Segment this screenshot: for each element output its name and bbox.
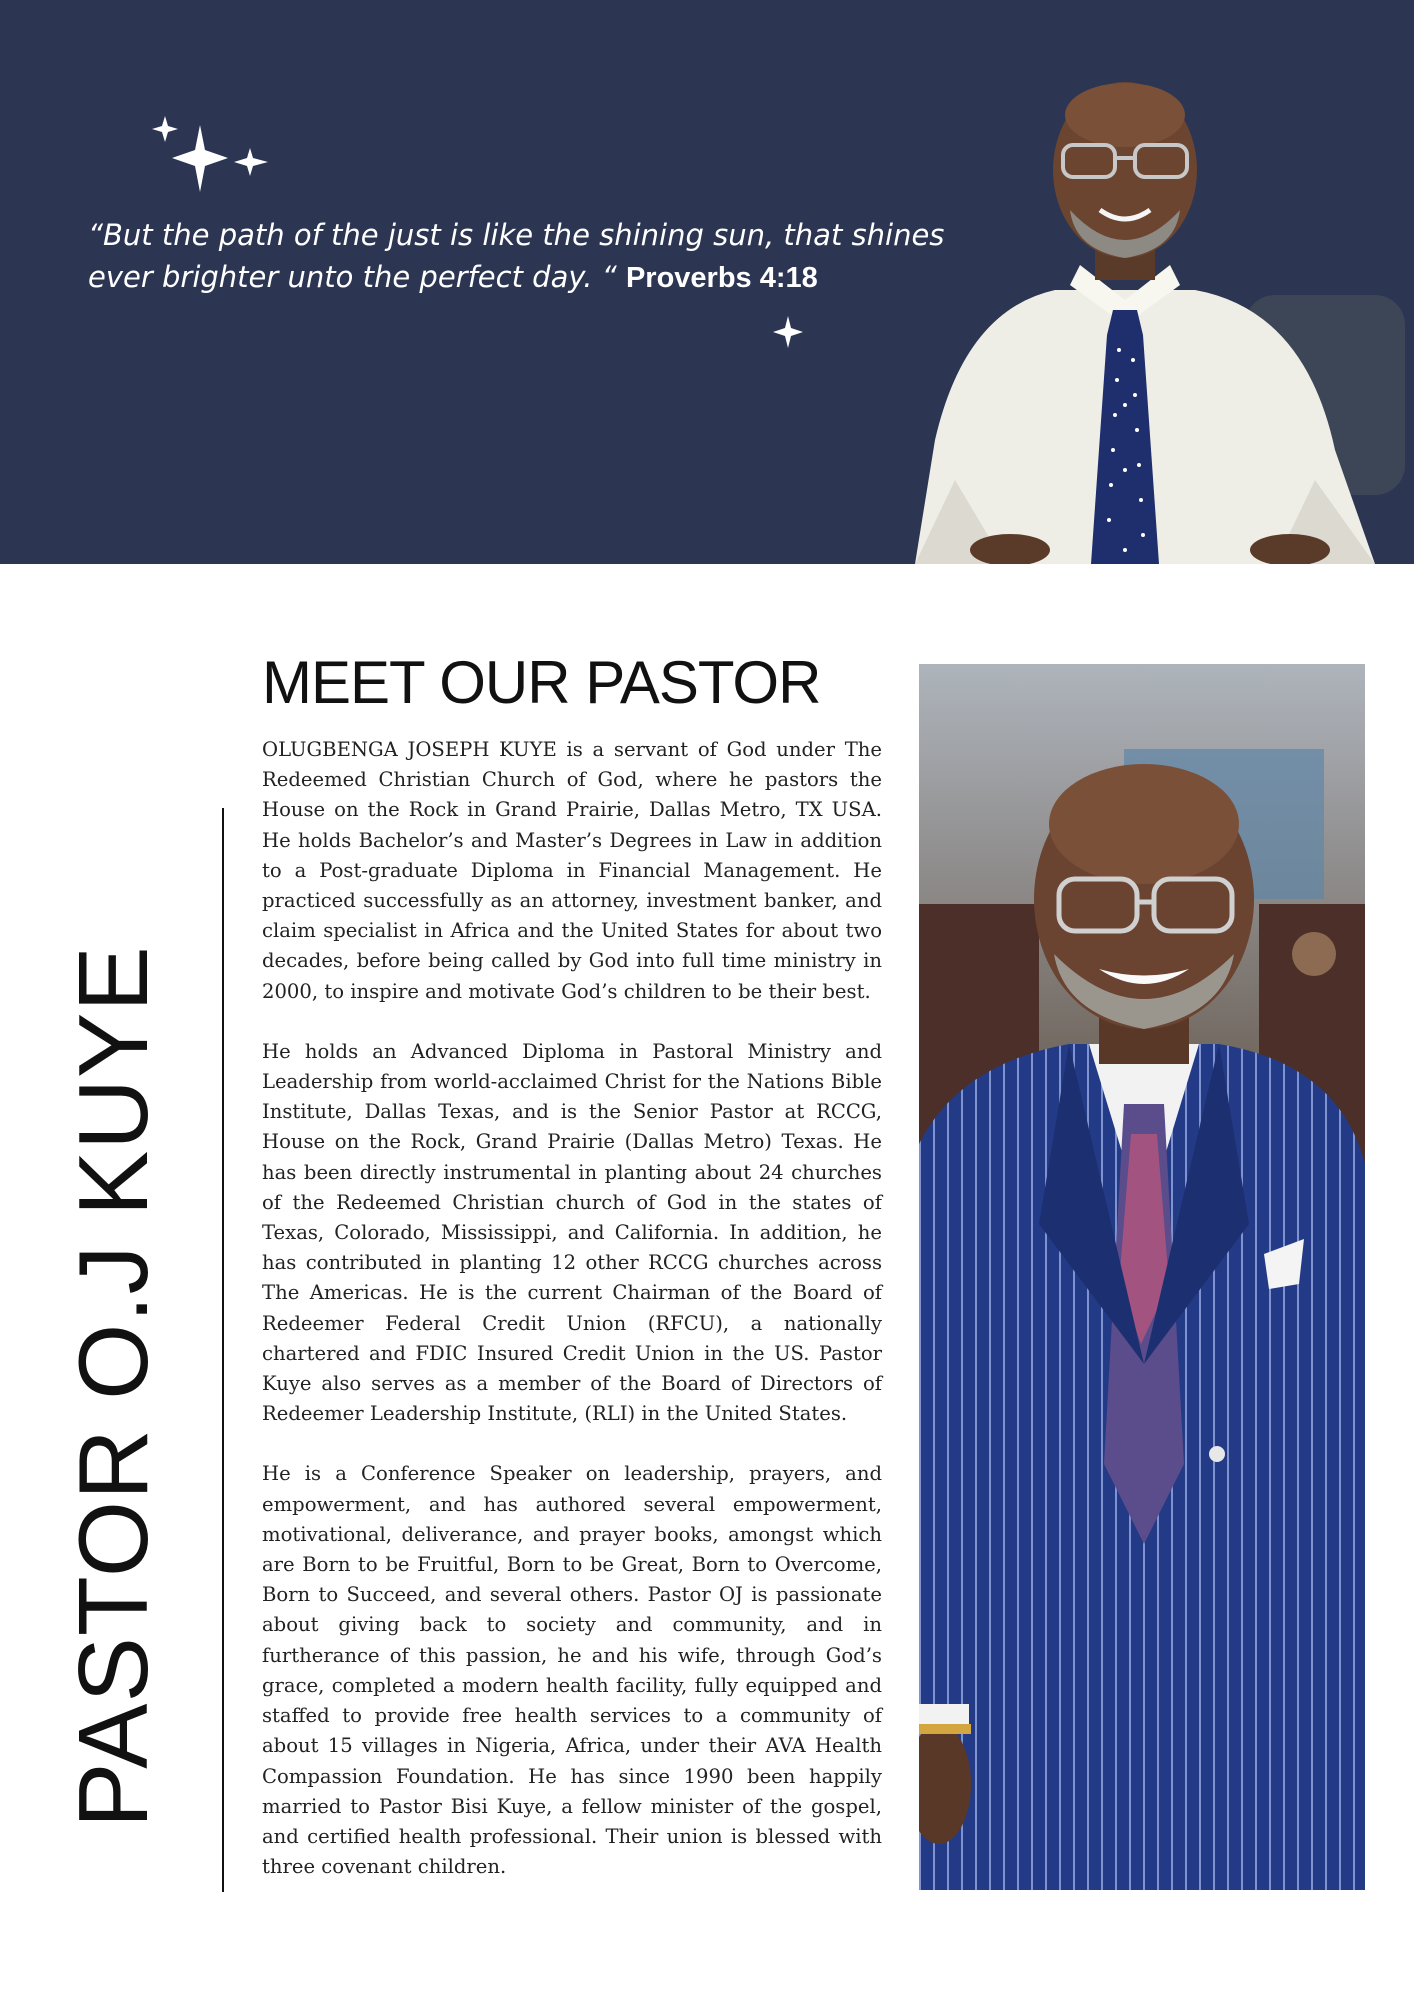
vertical-divider	[222, 808, 224, 1892]
bio-paragraph: OLUGBENGA JOSEPH KUYE is a servant of God under The Redeemed Christian Church of God, where he pastors the House on the Rock in Grand Prairie, Dallas Metro, TX USA. He holds Bachelor’s and Master’s Degrees in Law in addition to a Post-graduate Diploma in Financial Management. He practiced successfully as an attorney, investment banker, and claim specialist in Africa and the United States for about two decades, before being called by God into full time ministry in 2000, to inspire and motivate God’s children to be their best.	[262, 738, 882, 1003]
sparkle-icon	[234, 148, 268, 176]
sparkle-icon	[172, 125, 228, 192]
biography	[262, 735, 882, 1912]
page-title: MEET OUR PASTOR	[262, 649, 821, 716]
sparkle-icon	[152, 116, 178, 142]
bio-paragraph: He is a Conference Speaker on leadership, prayers, and empowerment, and has authored several empowerment, motivational, deliverance, and prayer books, amongst which are Born to be Fruitful, Born to be Great, Born to Overcome, Born to Succeed, and several others. Pastor OJ is passionate about giving back to society and community, and in furtherance of this passion, he and his wife, through God’s grace, completed a modern health facility, fully equipped and staffed to provide free health services to a community of about 15 villages in Nigeria, Africa, under their AVA Health Compassion Foundation. He has since 1990 been happily married to Pastor Bisi Kuye, a fellow minister of the gospel, and certified health professional. Their union is blessed with three covenant children.	[262, 1462, 882, 1879]
pastor-seated-photo	[895, 60, 1414, 564]
pastor-name-vertical: PASTOR O.J KUYE	[58, 945, 168, 1828]
quote-reference: Proverbs 4:18	[625, 262, 818, 294]
quote-text: “But the path of the just is like the shining sun, that shines ever brighter unto the perfect day. “	[88, 218, 945, 294]
pastor-portrait-photo	[919, 664, 1365, 1890]
hero-banner	[0, 0, 1414, 564]
sparkle-icon	[773, 316, 803, 348]
scripture-quote	[88, 214, 988, 299]
bio-paragraph: He holds an Advanced Diploma in Pastoral Ministry and Leadership from world-acclaimed Christ for the Nations Bible Institute, Dallas Texas, and is the Senior Pastor at RCCG, House on the Rock, Grand Prairie (Dallas Metro) Texas. He has been directly instrumental in planting about 24 churches of the Redeemed Christian church of God in the states of Texas, Colorado, Mississippi, and California. In addition, he has contributed in planting 12 other RCCG churches across The Americas. He is the current Chairman of the Board of Redeemer Federal Credit Union (RFCU), a nationally chartered and FDIC Insured Credit Union in the US. Pastor Kuye also serves as a member of the Board of Directors of Redeemer Leadership Institute, (RLI) in the United States.	[262, 1039, 882, 1426]
